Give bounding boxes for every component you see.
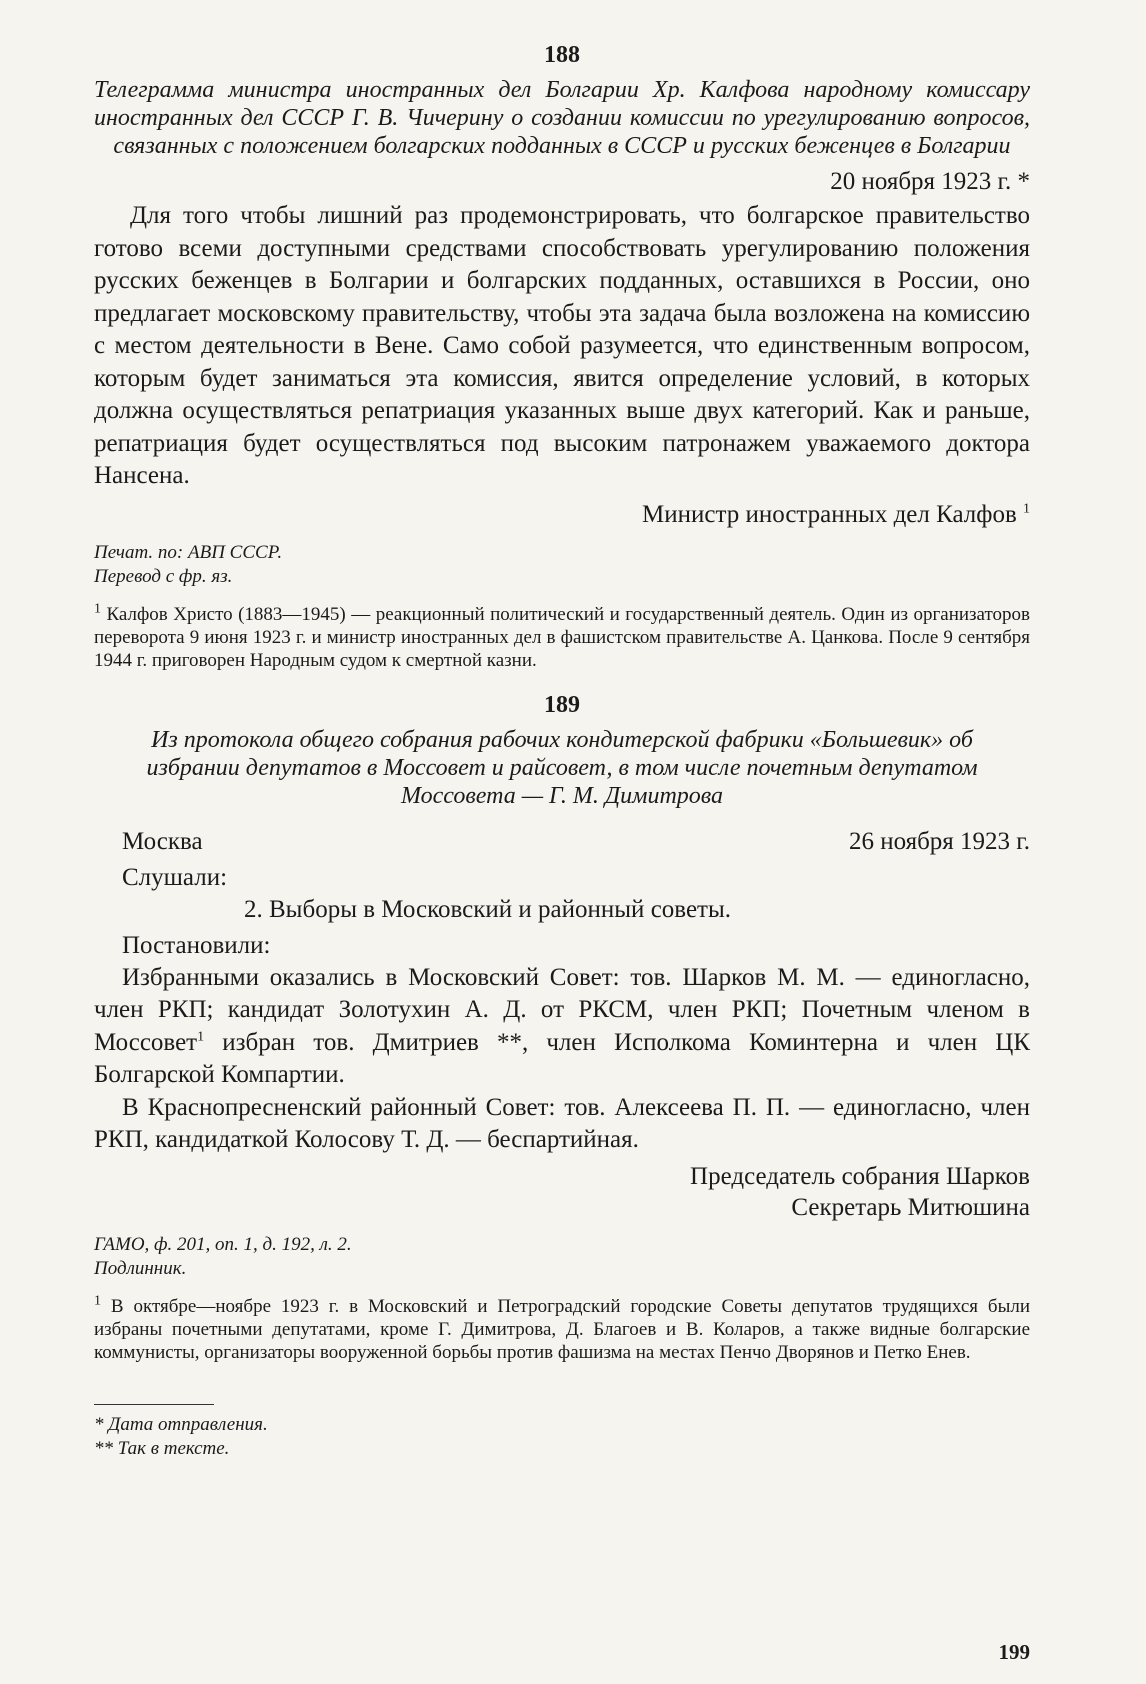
document-date: 20 ноября 1923 г. * [830,168,1030,195]
bottom-notes [94,1413,1030,1461]
footnote-marker: 1 [94,1293,101,1309]
bottom-note: * Дата отправления. [94,1413,268,1435]
footnote-marker: 1 [94,601,101,617]
footnote-marker: 1 [1023,501,1030,517]
archive-source [94,1233,1030,1281]
source-line: Печат. по: АВП СССР. [94,541,283,563]
document-date: 26 ноября 1923 г. [848,827,1030,855]
document-title: Из протокола общего собрания рабочих кондитерской фабрики «Большевик» об избрании депутатов в Моссовет и райсовет, в том числе почетным депутатом Моссовета — Г. М. Димитрова [146,726,978,809]
document-189 [94,690,1030,1364]
source-line: Подлинник. [94,1257,187,1279]
minutes-text-part: Избранными оказались в Московский Совет: тов. Шарков М. М. — единогласно, член РКП; кандидат Золотухин А. Д. от РКСМ, член РКП; Почетным членом в Моссовет [94,963,1030,1056]
document-body: Для того чтобы лишний раз продемонстрировать, что болгарское правительство готово всеми доступными средствами способствовать урегулированию положения русских беженцев в Болгарии и болгарских подданных, оставшихся в России, оно предлагает московскому правительству, чтобы эта задача была возложена на комиссию с местом деятельности в Вене. Само собой разумеется, что единственным вопросом, которым будет заниматься эта комиссия, явится определение условий, в которых должна осуществляться репатриация указанных выше двух категорий. Как и раньше, репатриация будет осуществляться под высоким патронажем уважаемого доктора Нансена. [94,202,1030,489]
place-date-line [94,826,1030,858]
document-number: 188 [544,42,580,68]
signature-text: Министр иностранных дел Калфов [642,500,1017,528]
document-number: 189 [544,691,580,718]
heard-label: Слушали: [122,863,228,891]
footnote-marker: 1 [197,1029,205,1045]
source-line: Перевод с фр. яз. [94,565,233,587]
minutes-paragraph [94,1092,1030,1157]
place: Москва [122,827,203,855]
document-title: Телеграмма министра иностранных дел Болгарии Хр. Калфова народному комиссару иностранных дел СССР Г. В. Чичерину о создании комиссии по урегулированию вопросов, связанных с положением болгарских подданных в СССР и русских беженцев в Болгарии [94,77,1030,159]
source-line: ГАМО, ф. 201, оп. 1, д. 192, л. 2. [94,1233,352,1255]
footnote [94,603,1030,672]
decided-label: Постановили: [122,931,271,959]
document-188 [94,40,1030,672]
footnote-text: В октябре—ноябре 1923 г. в Московский и Петроградский городские Советы депутатов трудящихся были избраны почетными депутатами, кроме Г. Димитрова, Д. Благоев и В. Коларов, а также видные болгарские коммунисты, организаторы вооруженной борьбы против фашизма на местах Пенчо Дворянов и Петко Енев. [94,1295,1030,1363]
bottom-note: ** Так в тексте. [94,1437,230,1459]
signature-chair: Председатель собрания Шарков [690,1162,1030,1190]
minutes-text-part: избран тов. Дмитриев **, член Исполкома Коминтерна и член ЦК Болгарской Компартии. [94,1028,1030,1088]
minutes-text-part: В Краснопресненский районный Совет: тов. Алексеева П. П. — единогласно, член РКП, кандидаткой Колосову Т. Д. — беспартийная. [94,1093,1030,1153]
minutes-paragraph [94,962,1030,1092]
page-number: 199 [998,1640,1030,1664]
footnote-text: Калфов Христо (1883—1945) — реакционный политический и государственный деятель. Один из организаторов переворота 9 июня 1923 г. и министр иностранных дел в фашистском правительстве А. Цанкова. После 9 сентября 1944 г. приговорен Народным судом к смертной казни. [94,603,1031,671]
signature [94,499,1030,531]
agenda-item: 2. Выборы в Московский и районный советы. [244,895,732,923]
archive-source [94,541,1030,589]
signature-secretary: Секретарь Митюшина [791,1193,1030,1221]
page-content [94,40,1030,1461]
footnote [94,1295,1030,1364]
footnote-divider [94,1404,214,1405]
